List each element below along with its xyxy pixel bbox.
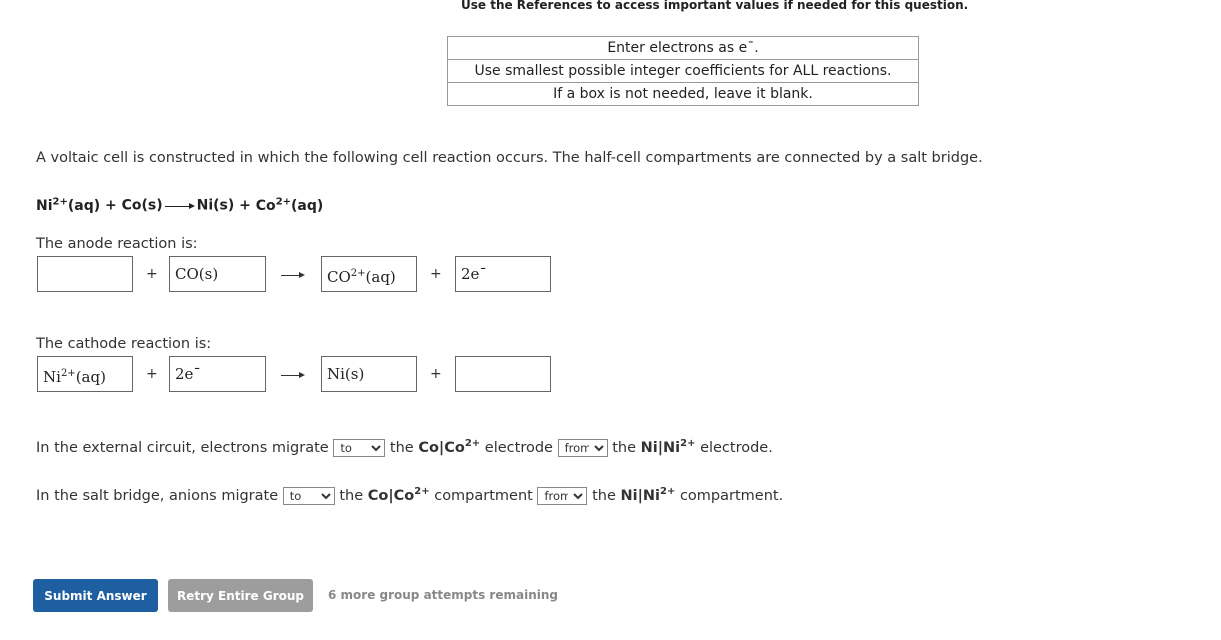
- cathode-arrow-icon: [281, 370, 305, 380]
- reference-note: Use the References to access important values if needed for this question.: [461, 0, 969, 12]
- instruction-line: If a box is not needed, leave it blank.: [553, 86, 813, 102]
- nickel-compartment-label: $Ni|Ni^{2+}$: [620, 486, 676, 504]
- reaction-arrow-icon: [165, 201, 195, 211]
- anode-plus: +: [146, 266, 158, 282]
- eq-plus: +: [105, 197, 117, 214]
- question-intro: A voltaic cell is constructed in which the following cell reaction occurs. The half-cell compartments are connected by a salt bridge.: [36, 150, 983, 166]
- eq-product-2: $Co^{2+}(aq)$: [255, 196, 324, 214]
- salt-bridge-source-select[interactable]: [537, 487, 587, 505]
- anode-reactant-box[interactable]: CO(s): [169, 256, 266, 292]
- salt-bridge-sentence: In the salt bridge, anions migrate to the $Co|Co^{2+}$ compartment from the $Ni|Ni^{2+}$ compartment.: [36, 486, 783, 505]
- cathode-extra-box[interactable]: [455, 356, 551, 392]
- eq-reactant-2: Co(s): [121, 197, 163, 214]
- retry-group-button[interactable]: Retry Entire Group: [168, 579, 313, 612]
- anode-product-box[interactable]: $CO^{2+}(aq)$: [321, 256, 417, 292]
- cobalt-electrode-label: $Co|Co^{2+}$: [418, 438, 481, 456]
- anode-label: The anode reaction is:: [36, 236, 198, 252]
- external-circuit-sentence: In the external circuit, electrons migrate to the $Co|Co^{2+}$ electrode from the $Ni|Ni^{2+}$ electrode.: [36, 438, 773, 457]
- instruction-line: Use smallest possible integer coefficients for ALL reactions.: [448, 60, 918, 83]
- cathode-plus: +: [146, 366, 158, 382]
- anode-coef-box[interactable]: [37, 256, 133, 292]
- cobalt-compartment-label: $Co|Co^{2+}$: [367, 486, 430, 504]
- instruction-line: Enter electrons as e¯.: [448, 37, 918, 60]
- submit-answer-button[interactable]: Submit Answer: [33, 579, 158, 612]
- cathode-electron-box[interactable]: 2e¯: [169, 356, 266, 392]
- eq-reactant-1: $Ni^{2+}(aq)$: [36, 196, 101, 214]
- eq-product-1: Ni(s): [196, 197, 235, 214]
- cell-reaction-equation: [36, 196, 323, 214]
- cathode-plus: +: [430, 366, 442, 382]
- eq-plus: +: [239, 197, 251, 214]
- anode-electron-box[interactable]: 2e¯: [455, 256, 551, 292]
- cathode-reactant-box[interactable]: $Ni^{2+}(aq)$: [37, 356, 133, 392]
- cathode-product-box[interactable]: Ni(s): [321, 356, 417, 392]
- instructions-box: [447, 36, 919, 106]
- external-circuit-source-select[interactable]: [558, 439, 608, 457]
- attempts-remaining: 6 more group attempts remaining: [328, 588, 558, 602]
- anode-plus: +: [430, 266, 442, 282]
- external-circuit-direction-select[interactable]: [333, 439, 385, 457]
- nickel-electrode-label: $Ni|Ni^{2+}$: [640, 438, 696, 456]
- salt-bridge-direction-select[interactable]: [283, 487, 335, 505]
- cathode-label: The cathode reaction is:: [36, 336, 212, 352]
- anode-arrow-icon: [281, 270, 305, 280]
